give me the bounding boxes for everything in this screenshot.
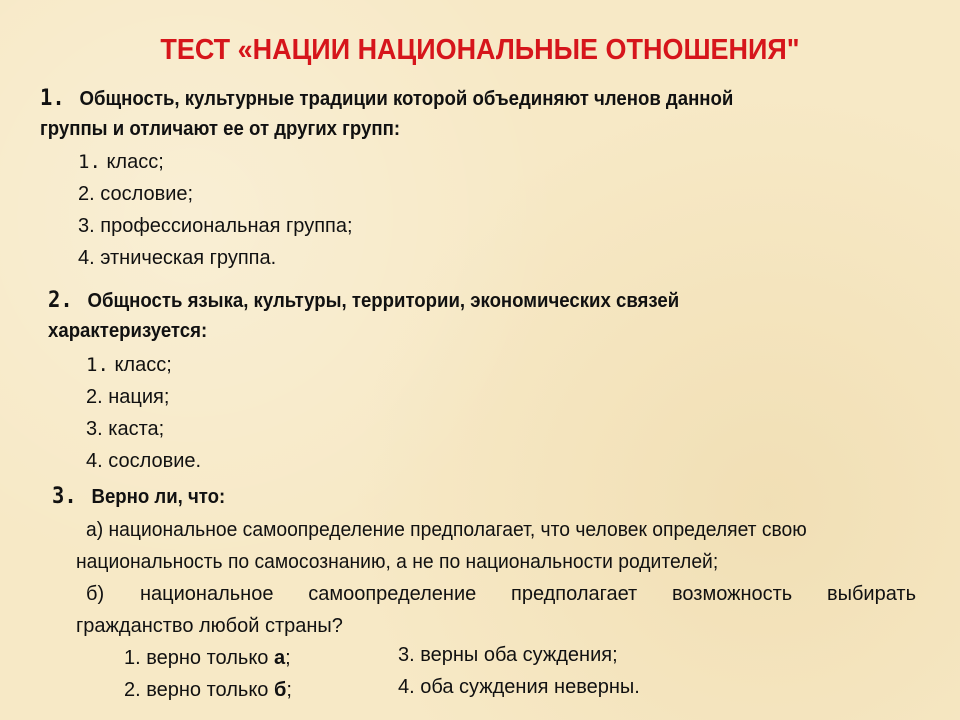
option-number: 2. — [78, 183, 95, 205]
answer-text: 4. оба суждения неверны. — [398, 676, 640, 698]
option-text: нация; — [108, 386, 170, 408]
q1-option-2 — [78, 178, 193, 210]
q3-answer-4 — [398, 671, 640, 703]
statement-b-cont — [76, 610, 343, 642]
option-text: этническая группа. — [100, 247, 277, 269]
option-number: 4. — [78, 247, 95, 269]
option-text: класс; — [114, 354, 172, 376]
statement-b-line2: гражданство любой страны? — [76, 615, 343, 637]
q2-option-1 — [86, 349, 172, 381]
statement-a-line1: а) национальное самоопределение предполагает, что человек определяет свою — [86, 519, 807, 541]
question-1 — [40, 84, 733, 144]
statement-a-cont — [76, 546, 718, 578]
question-number: 3. — [52, 484, 77, 509]
question-2 — [48, 286, 679, 346]
page-title: ТЕСТ «НАЦИИ НАЦИОНАЛЬНЫЕ ОТНОШЕНИЯ" — [160, 34, 800, 66]
answer-suffix: ; — [285, 647, 291, 669]
option-number: 1. — [78, 151, 101, 173]
answer-text: 3. верны оба суждения; — [398, 644, 618, 666]
option-number: 1. — [86, 354, 109, 376]
option-text: класс; — [106, 151, 164, 173]
answer-bold-letter: а — [273, 647, 286, 669]
statement-b — [140, 578, 916, 610]
statement-b-label — [86, 578, 104, 610]
option-text: профессиональная группа; — [100, 215, 353, 237]
question-text-line1: Общность, культурные традиции которой объединяют членов данной — [79, 88, 734, 110]
answer-text: 1. верно только — [124, 647, 274, 669]
answer-suffix: ; — [286, 679, 292, 701]
q1-option-4 — [78, 242, 276, 274]
q3-answer-2 — [124, 674, 292, 706]
question-text: Верно ли, что: — [91, 486, 226, 508]
option-text: сословие. — [108, 450, 202, 472]
q3-answer-1 — [124, 642, 291, 674]
question-text-line2: группы и отличают ее от других групп: — [40, 118, 401, 140]
question-number: 2. — [48, 288, 73, 313]
answer-text: 2. верно только — [124, 679, 274, 701]
statement-b-line1: национальное самоопределение предполагает возможность выбирать — [140, 583, 916, 605]
option-text: сословие; — [100, 183, 194, 205]
q2-option-4 — [86, 445, 201, 477]
q1-option-1 — [78, 146, 164, 178]
q2-option-2 — [86, 381, 169, 413]
option-number: 4. — [86, 450, 103, 472]
answer-bold-letter: б — [273, 679, 287, 701]
question-3 — [52, 482, 225, 512]
option-number: 2. — [86, 386, 103, 408]
statement-a-line2: национальность по самосознанию, а не по национальности родителей; — [76, 551, 719, 573]
q2-option-3 — [86, 413, 164, 445]
question-text-line1: Общность языка, культуры, территории, экономических связей — [87, 290, 680, 312]
statement-a — [86, 514, 887, 546]
question-number: 1. — [40, 86, 65, 111]
statement-b-marker: б) — [86, 583, 105, 605]
option-number: 3. — [86, 418, 103, 440]
question-text-line2: характеризуется: — [48, 320, 208, 342]
q1-option-3 — [78, 210, 353, 242]
q3-answer-3 — [398, 639, 618, 671]
option-text: каста; — [108, 418, 165, 440]
option-number: 3. — [78, 215, 95, 237]
